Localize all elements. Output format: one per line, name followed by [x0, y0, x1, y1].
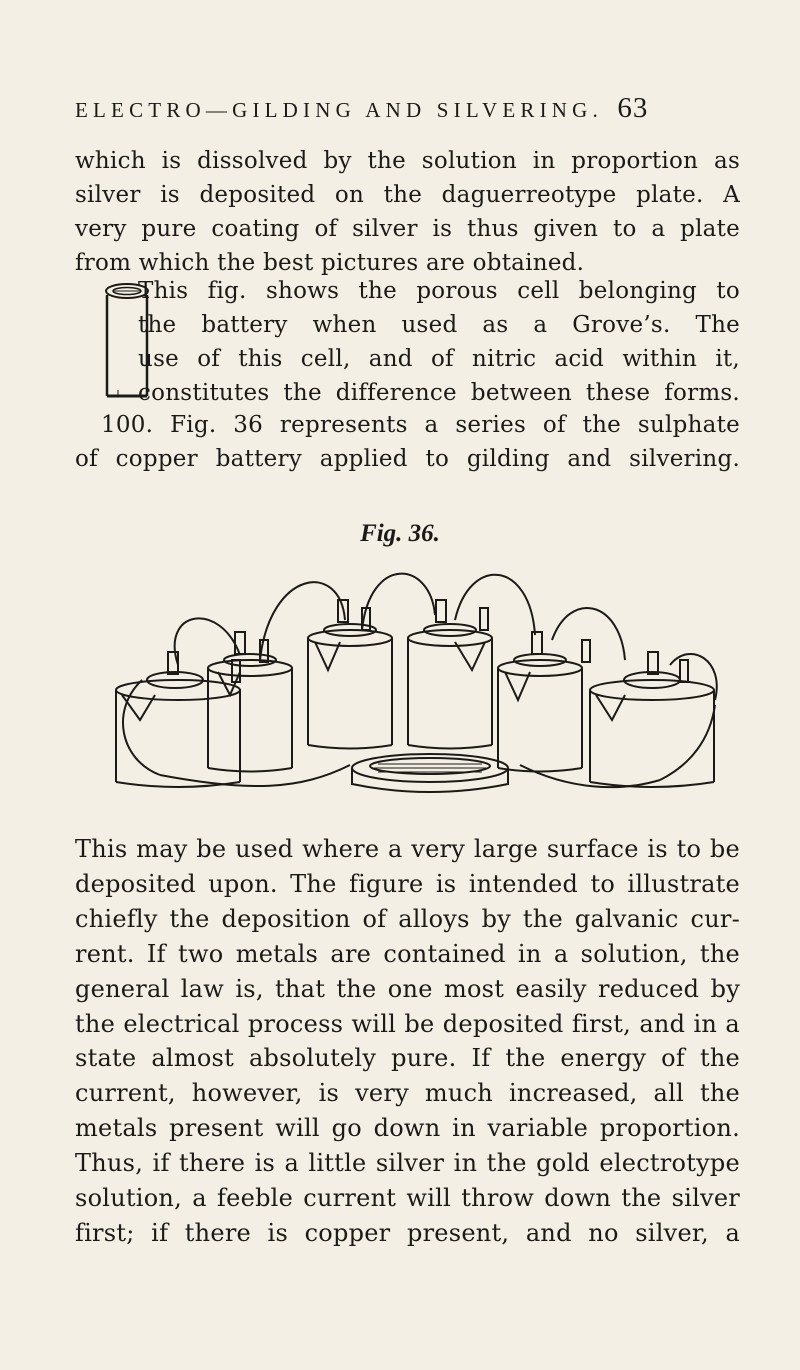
text-line: first; if there is copper present, and no silver, a	[75, 1218, 740, 1247]
paragraph-4	[75, 832, 740, 1251]
text-line: state almost absolutely pure. If the energy of the	[75, 1044, 740, 1073]
text-line: 100. Fig. 36 represents a series of the sulphate	[101, 412, 740, 438]
text-line: constitutes the difference between these forms.	[138, 380, 740, 406]
text-line: This may be used where a very large surface is to be	[75, 835, 740, 863]
text-line: This fig. shows the porous cell belonging to	[138, 278, 740, 304]
paragraph-1	[75, 144, 740, 280]
text-line: the electrical process will be deposited first, and in a	[75, 1009, 740, 1038]
text-line: solution, a feeble current will throw down the silver	[75, 1184, 740, 1213]
figure-caption: Fig. 36.	[360, 520, 440, 547]
text-line: which is dissolved by the solution in proportion as	[75, 148, 740, 174]
battery-series-illustration	[100, 560, 720, 825]
text-line: silver is deposited on the daguerreotype plate. A	[75, 182, 740, 208]
running-head-title: ELECTRO—GILDING AND SILVERING.	[75, 98, 603, 122]
text-line: very pure coating of silver is thus given to a plate	[75, 216, 740, 242]
paragraph-2	[138, 274, 740, 410]
page-number: 63	[617, 92, 649, 124]
text-line: Thus, if there is a little silver in the gold electrotype	[75, 1149, 740, 1178]
text-line: chiefly the deposition of alloys by the galvanic cur-	[75, 904, 740, 933]
paragraph-3	[75, 408, 740, 476]
text-line: the battery when used as a Grove’s. The	[138, 312, 740, 338]
text-line: rent. If two metals are contained in a solution, the	[75, 939, 740, 968]
text-line: use of this cell, and of nitric acid within it,	[138, 346, 740, 372]
text-line: of copper battery applied to gilding and silvering.	[75, 446, 740, 472]
text-line: current, however, is very much increased, all the	[75, 1079, 740, 1108]
text-line: metals present will go down in variable proportion.	[75, 1114, 740, 1143]
text-line: general law is, that the one most easily reduced by	[75, 974, 740, 1003]
text-line: from which the best pictures are obtained.	[75, 250, 585, 276]
text-line: deposited upon. The figure is intended to illustrate	[75, 869, 740, 898]
running-head	[75, 92, 740, 125]
